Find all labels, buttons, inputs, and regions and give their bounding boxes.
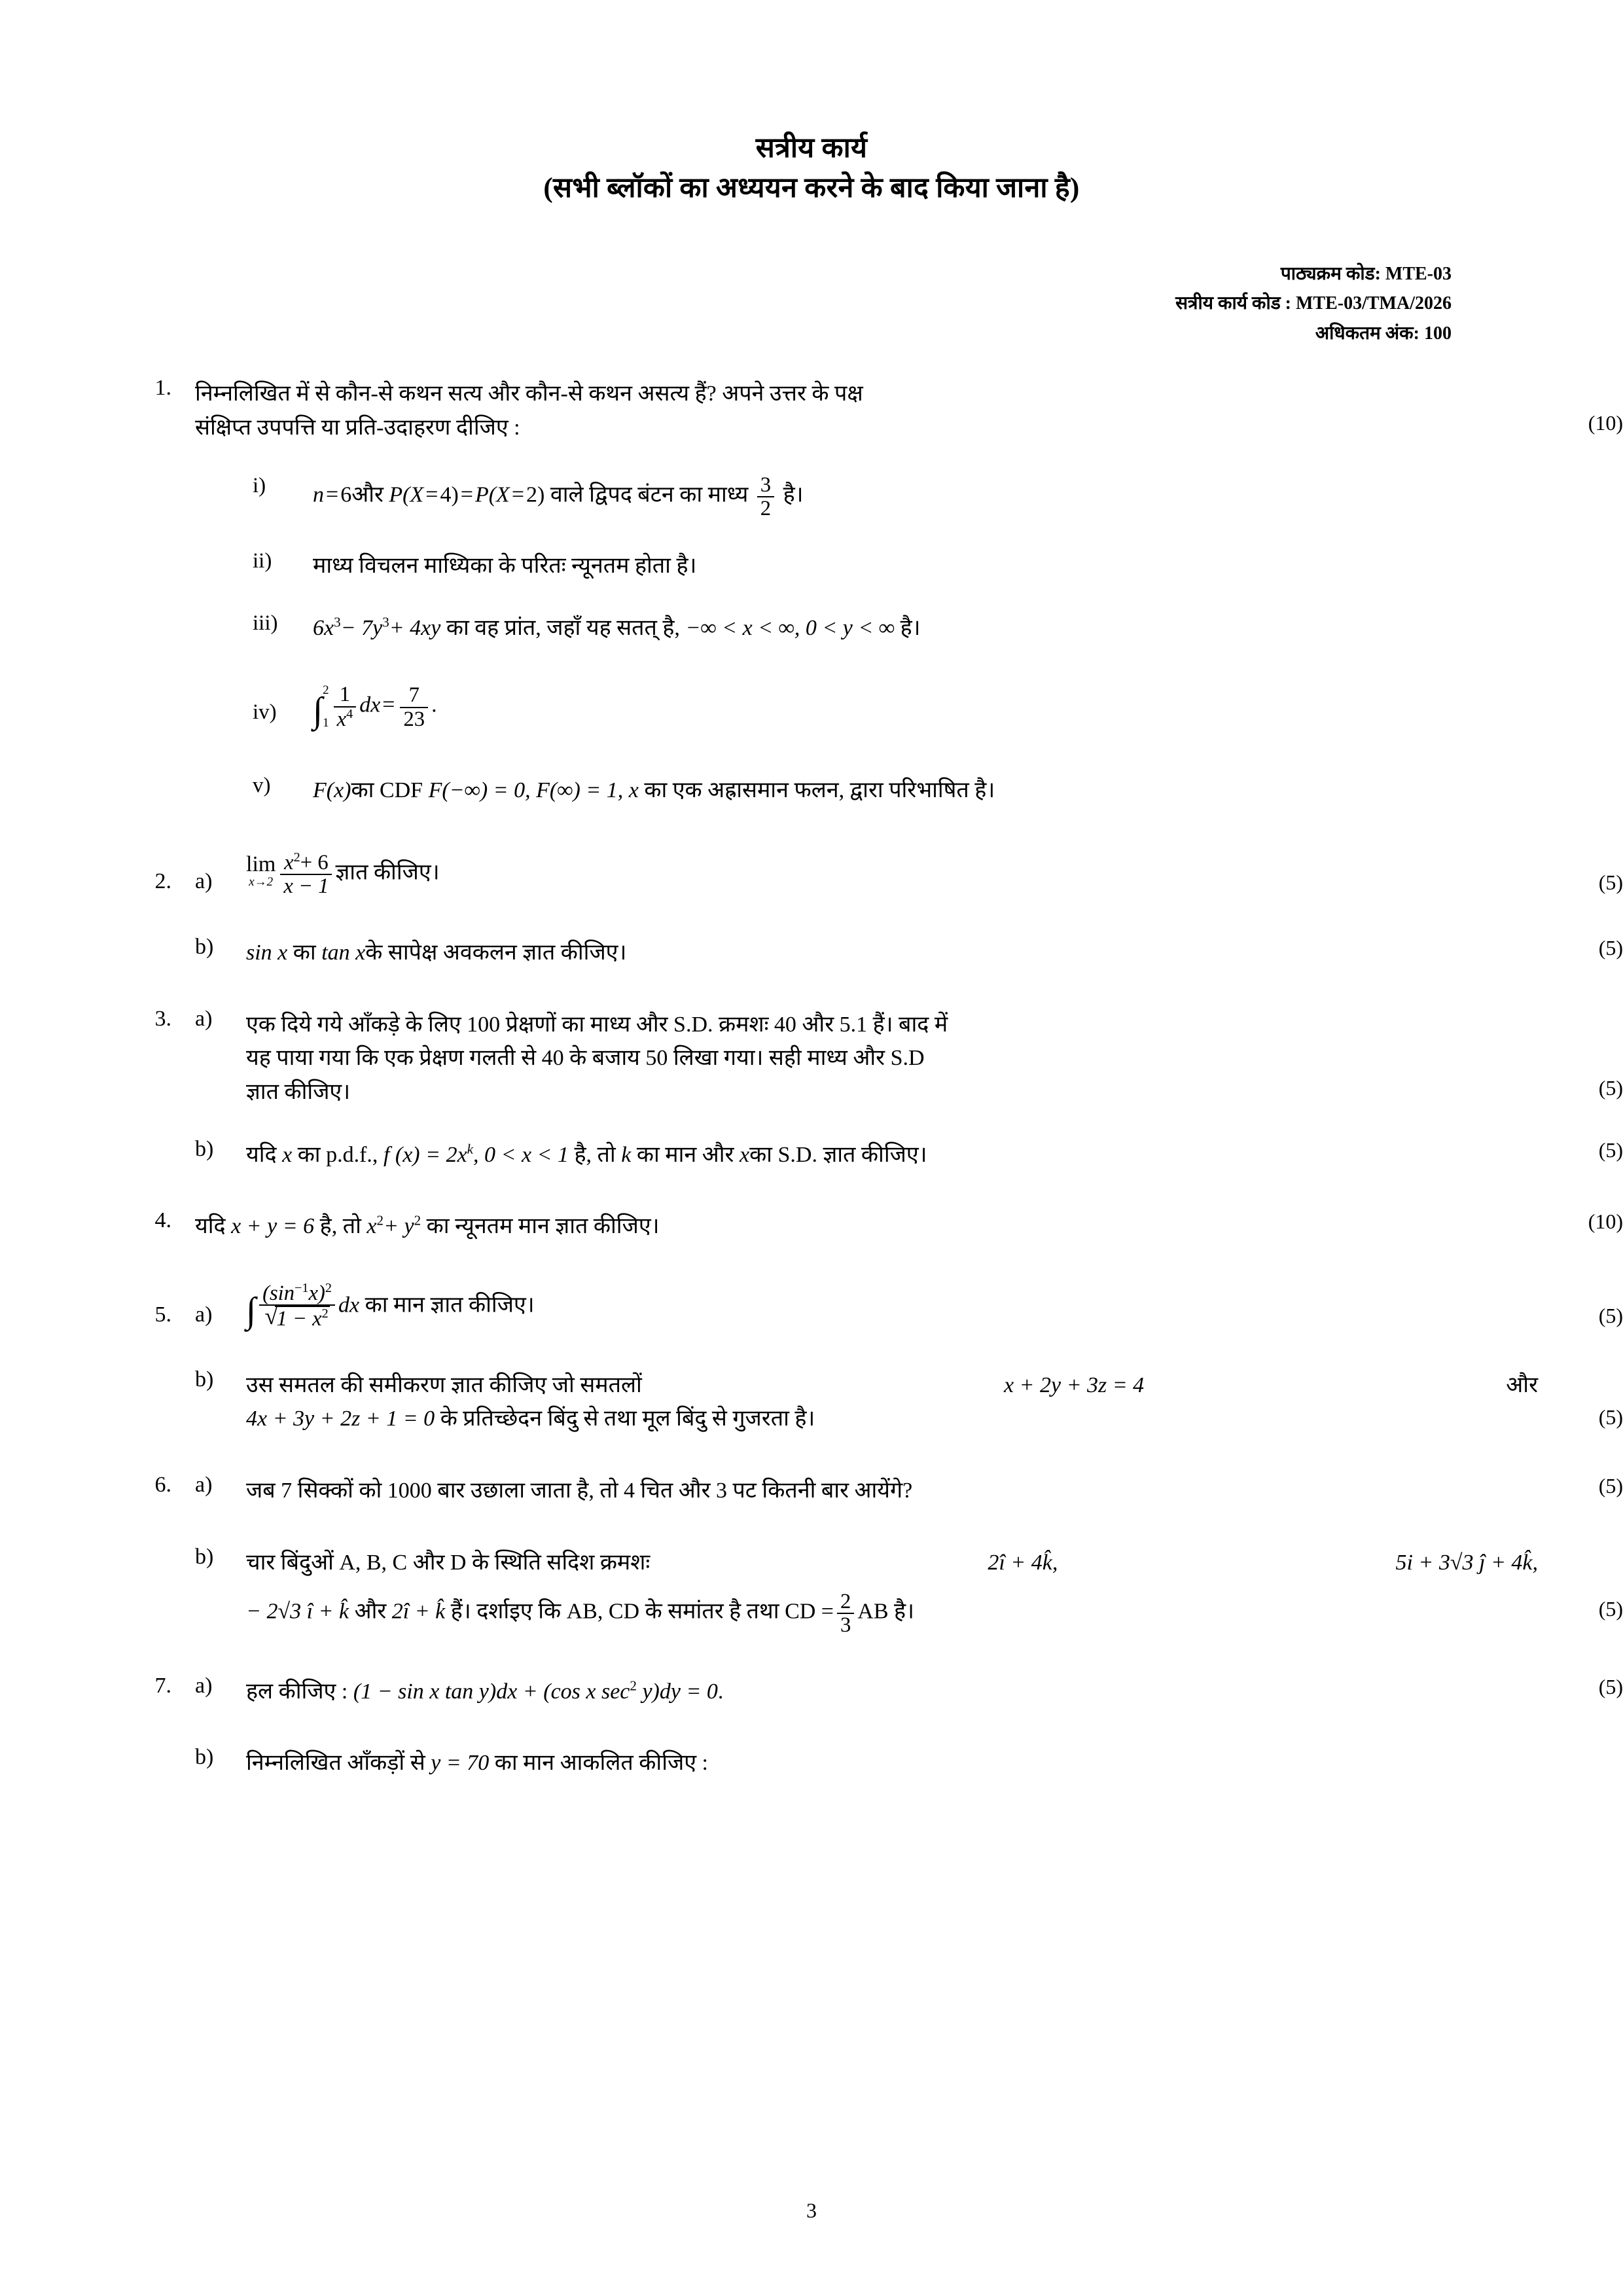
var-x: x (628, 778, 639, 803)
question-6b-line-1 (246, 1546, 1538, 1580)
integral-limits (323, 683, 329, 730)
title-line-2: (सभी ब्लॉकों का अध्ययन करने के बाद किया जाना है) (543, 173, 1080, 204)
question-2-number: 2. (154, 869, 171, 893)
question-3b-label: b) (195, 1136, 214, 1161)
question-7-part-b (0, 1746, 1623, 1780)
limit-symbol: lim (246, 852, 276, 877)
interpolation-target: y = 70 (431, 1751, 490, 1776)
question-2b-label: b) (195, 934, 214, 959)
item-i-content (313, 474, 1538, 520)
expr-7y: − 7y (340, 616, 383, 641)
question-3a-content (246, 1008, 1538, 1109)
radicand: $1 - x^2$ (276, 1306, 329, 1331)
title-line-1: सत्रीय कार्य (755, 133, 868, 164)
result-fraction (400, 684, 428, 730)
question-5b-label: b) (195, 1367, 214, 1391)
question-3b-marks: (5) (1598, 1138, 1623, 1162)
limit-fraction (280, 851, 332, 898)
item-iv-content (313, 683, 1538, 730)
eq-1: = (326, 482, 339, 507)
eq-4: = (511, 482, 524, 507)
fraction-2-3-numerator: 2 (840, 1589, 851, 1613)
question-5b-text-b: के प्रतिच्छेदन बिंदु से तथा मूल बिंदु से गुजरता है। (440, 1407, 815, 1431)
item-label-iv: iv) (253, 700, 277, 725)
question-4-content (195, 1210, 1538, 1244)
cdf-condition-2: F(∞) = 1, (536, 778, 624, 803)
result-denominator: 23 (400, 707, 428, 731)
text-ka-maan: का मान और (636, 1142, 734, 1167)
max-marks-value: 100 (1424, 323, 1452, 344)
differential-dx: dx (359, 692, 381, 717)
fraction-3-2 (757, 474, 774, 520)
prob-x-2: P(X (474, 482, 510, 507)
question-5b-content (246, 1369, 1538, 1436)
question-3b-instruction: का S.D. ज्ञात कीजिए। (749, 1142, 927, 1167)
val-4: 4) (440, 482, 459, 507)
eq-2: = (425, 482, 438, 507)
course-meta-block (0, 259, 1623, 348)
position-vector-C: − 2√3 î + k̂ (246, 1599, 349, 1624)
n-value: 6 (340, 482, 352, 507)
question-1 (0, 377, 1623, 444)
question-5b-line-1 (246, 1369, 1538, 1403)
eq-3: = (460, 482, 473, 507)
period-mark-7a: . (717, 1679, 724, 1704)
question-1-item-iii (0, 611, 1623, 645)
question-5-number: 5. (154, 1302, 171, 1327)
question-7-part-a (0, 1675, 1623, 1709)
var-x-3b-2: x (739, 1142, 750, 1167)
position-vector-B: 5i + 3√3 ĵ + 4k̂, (1395, 1550, 1538, 1575)
course-code-value: MTE-03 (1385, 264, 1452, 285)
question-6b-line-2 (246, 1590, 1538, 1637)
question-2b-marks: (5) (1598, 935, 1623, 960)
text-ka: का (351, 778, 374, 803)
pdf-expression: f $(x) = 2x^k$, 0 < x < 1 (383, 1141, 569, 1167)
text-ka-2b: का (293, 940, 316, 965)
question-2b-content (246, 936, 1538, 970)
question-3a-marks: (5) (1598, 1075, 1623, 1100)
definite-integral (313, 683, 329, 730)
limit-numerator: $x^2+ 6$ (284, 850, 329, 874)
differential-equation: (1 − sin x tan y)dx + (cos x $\sec^2 y)dy = 0$ (353, 1677, 718, 1704)
question-4-marks: (10) (1588, 1210, 1623, 1234)
question-2b-instruction: के सापेक्ष अवकलन ज्ञात कीजिए। (365, 940, 627, 965)
integral-sign: ∫ (313, 689, 323, 730)
item-iii-text-mid: का वह प्रांत, जहाँ यह सतत् है, (446, 616, 680, 641)
item-i-text-mid: वाले द्विपद बंटन का माध्य (550, 482, 749, 507)
position-vector-A: 2î + 4k̂, (988, 1550, 1058, 1575)
question-2-part-a (0, 851, 1623, 898)
question-5-part-b (0, 1369, 1623, 1436)
plane-equation-2: 4x + 3y + 2z + 1 = 0 (246, 1407, 435, 1431)
question-3-number: 3. (154, 1006, 171, 1031)
question-2a-marks: (5) (1598, 870, 1623, 894)
function-F-x: F(x) (313, 778, 351, 803)
question-5a-instruction: का मान ज्ञात कीजिए। (365, 1293, 535, 1318)
conj-aur-5b: और (1506, 1372, 1538, 1397)
max-marks-label: अधिकतम अंक: (1315, 323, 1419, 344)
plane-equation-1: x + 2y + 3z = 4 (1003, 1372, 1145, 1397)
max-marks-row (0, 319, 1452, 348)
question-4-number: 4. (154, 1208, 171, 1233)
pdf-label: का p.d.f., (297, 1142, 378, 1167)
question-5b-marks: (5) (1598, 1405, 1623, 1429)
item-label-i: i) (253, 473, 266, 497)
position-vector-D: 2î + k̂ (391, 1599, 446, 1624)
question-3-part-a (0, 1008, 1623, 1109)
segment-CD: CD = (785, 1599, 834, 1624)
question-4 (0, 1210, 1623, 1244)
question-1-item-ii (0, 549, 1623, 583)
integral-sign-5a: ∫ (246, 1289, 257, 1330)
question-6a-content: जब 7 सिक्कों को 1000 बार उछाला जाता है, तो 4 चित और 3 पट कितनी बार आयेंगे? (246, 1479, 913, 1503)
item-v-content (313, 774, 1538, 808)
question-6b-content (246, 1546, 1538, 1637)
tan-x: tan x (321, 940, 366, 965)
item-iii-text-end: है। (900, 616, 921, 641)
integrand-fraction (334, 683, 357, 730)
assignment-code-label: सत्रीय कार्य कोड : (1175, 293, 1291, 314)
val-2: 2) (526, 482, 545, 507)
page-number: 3 (806, 2198, 817, 2222)
fraction-numerator: 3 (760, 473, 772, 497)
limit-subscript: x→2 (249, 875, 274, 889)
item-ii-content: माध्य विचलन माध्यिका के परितः न्यूनतम होता है। (313, 553, 697, 578)
item-i-text-end: है। (783, 482, 804, 507)
domain-range: −∞ < x < ∞, 0 < y < ∞ (685, 616, 895, 641)
text-yadi-q4: यदि (195, 1214, 226, 1239)
fraction-2-3-denominator: 3 (837, 1613, 854, 1637)
question-3a-line-3: ज्ञात कीजिए। (246, 1079, 351, 1104)
question-7b-content (246, 1746, 1538, 1780)
question-6b-text-end: है। (894, 1599, 914, 1624)
expr-4xy: + 4xy (389, 616, 441, 641)
differential-dx-5a: dx (338, 1293, 360, 1318)
question-4-instruction: का न्यूनतम मान ज्ञात कीजिए। (426, 1214, 660, 1239)
var-x-3b: x (282, 1142, 293, 1167)
cdf-label: CDF (379, 778, 423, 803)
text-hain: हैं। (450, 1599, 471, 1624)
question-3-part-b (0, 1138, 1623, 1172)
period-mark: . (431, 692, 437, 717)
question-7-number: 7. (154, 1673, 171, 1698)
question-6b-marks: (5) (1598, 1596, 1623, 1621)
course-code-label: पाठ्यक्रम कोड: (1280, 264, 1381, 285)
question-7a-content (246, 1675, 1538, 1709)
question-5a-marks: (5) (1598, 1303, 1623, 1327)
question-3a-line-1: एक दिये गये आँकड़े के लिए 100 प्रेक्षणों का माध्य और S.D. क्रमशः 40 और 5.1 हैं। बाद में (246, 1012, 948, 1037)
objective-expression: $x^2+ y^2$ (366, 1212, 421, 1239)
question-1-item-v (0, 774, 1623, 808)
question-7b-label: b) (195, 1745, 214, 1770)
question-6-part-a (0, 1474, 1623, 1508)
question-7a-instruction: हल कीजिए : (246, 1679, 348, 1704)
item-iii-content (313, 611, 1538, 645)
text-yadi: यदि (246, 1142, 277, 1167)
item-label-v: v) (253, 774, 271, 798)
item-v-text-end: का एक अह्रासमान फलन, द्वारा परिभाषित है। (644, 778, 995, 803)
limit-operator (246, 853, 276, 888)
question-7b-text-a: निम्नलिखित आँकड़ों से (246, 1751, 425, 1776)
question-5b-line-2 (246, 1402, 1538, 1436)
question-5a-label: a) (195, 1302, 213, 1327)
result-numerator: 7 (408, 683, 419, 707)
text-to: है, तो (574, 1142, 616, 1167)
expr-6x-power: 3 (334, 615, 341, 631)
question-6b-text-a: चार बिंदुओं A, B, C और D के स्थिति सदिश क्रमशः (246, 1550, 651, 1575)
question-6a-marks: (5) (1598, 1474, 1623, 1498)
integral-lower-limit: 1 (323, 715, 329, 730)
item-label-ii: ii) (253, 548, 272, 573)
question-2a-instruction: ज्ञात कीजिए। (335, 860, 440, 885)
question-7a-label: a) (195, 1673, 213, 1698)
question-7b-instruction: का मान आकलित कीजिए : (494, 1751, 708, 1776)
cdf-condition-1: F(−∞) = 0, (428, 778, 531, 803)
integral-upper-limit: 2 (323, 683, 329, 698)
question-6b-label: b) (195, 1544, 214, 1569)
integrand-fraction-5a (259, 1282, 335, 1331)
constraint-equation: x + y = 6 (231, 1214, 315, 1239)
prob-x-4: P(X (389, 482, 424, 507)
question-5b-text-a: उस समतल की समीकरण ज्ञात कीजिए जो समतलों (246, 1372, 642, 1397)
arcsin-squared-numerator: $(\sin^{-1}x)^2$ (262, 1280, 332, 1305)
question-2a-content (246, 851, 1538, 898)
question-list (0, 377, 1623, 1780)
conj-aur-6b: और (354, 1599, 387, 1624)
question-6-number: 6. (154, 1473, 171, 1498)
question-5a-content (246, 1282, 1538, 1331)
var-n: n (313, 482, 324, 507)
expr-6x: 6x (313, 616, 334, 641)
question-5-part-a (0, 1282, 1623, 1331)
page-title (0, 0, 1623, 208)
text-hai-to: है, तो (319, 1214, 361, 1239)
limit-denominator: x − 1 (280, 874, 332, 898)
item-label-iii: iii) (253, 611, 278, 636)
assignment-code-row (0, 289, 1452, 318)
conj-aur: और (351, 482, 383, 507)
square-root-icon (264, 1306, 329, 1330)
sin-x: sin x (246, 940, 288, 965)
fraction-2-3 (837, 1590, 854, 1637)
question-1-item-i (0, 474, 1623, 520)
question-1-item-iv (0, 683, 1623, 730)
segment-AB: AB (857, 1599, 889, 1624)
question-1-number: 1. (154, 376, 171, 401)
fraction-denominator: 2 (757, 496, 774, 520)
question-1-text (195, 377, 1538, 444)
question-7a-marks: (5) (1598, 1674, 1623, 1698)
question-1-marks: (10) (1588, 411, 1623, 435)
question-6b-text-b: दर्शाइए कि AB, CD के समांतर है तथा (476, 1599, 779, 1624)
question-3b-content (246, 1138, 1560, 1172)
question-6a-label: a) (195, 1473, 213, 1498)
sqrt-denominator (259, 1304, 335, 1330)
question-3a-label: a) (195, 1006, 213, 1031)
integral-equals: = (382, 692, 395, 717)
question-1-line-1: निम्नलिखित में से कौन-से कथन सत्य और कौन-से कथन असत्य हैं? अपने उत्तर के पक्ष (195, 382, 863, 406)
expr-7y-power: 3 (382, 615, 389, 631)
course-code-row (0, 259, 1452, 289)
assignment-code-value: MTE-03/TMA/2026 (1296, 293, 1452, 314)
question-2-part-b (0, 936, 1623, 970)
question-6-part-b (0, 1546, 1623, 1637)
integrand-denominator: $x^4$ (334, 706, 357, 730)
var-k: k (621, 1142, 632, 1167)
question-3a-line-2: यह पाया गया कि एक प्रेक्षण गलती से 40 के बजाय 50 लिखा गया। सही माध्य और S.D (246, 1046, 925, 1071)
question-1-line-2: संक्षिप्त उपपत्ति या प्रति-उदाहरण दीजिए : (195, 415, 520, 440)
question-2a-label: a) (195, 869, 213, 893)
integrand-numerator: 1 (339, 683, 351, 707)
